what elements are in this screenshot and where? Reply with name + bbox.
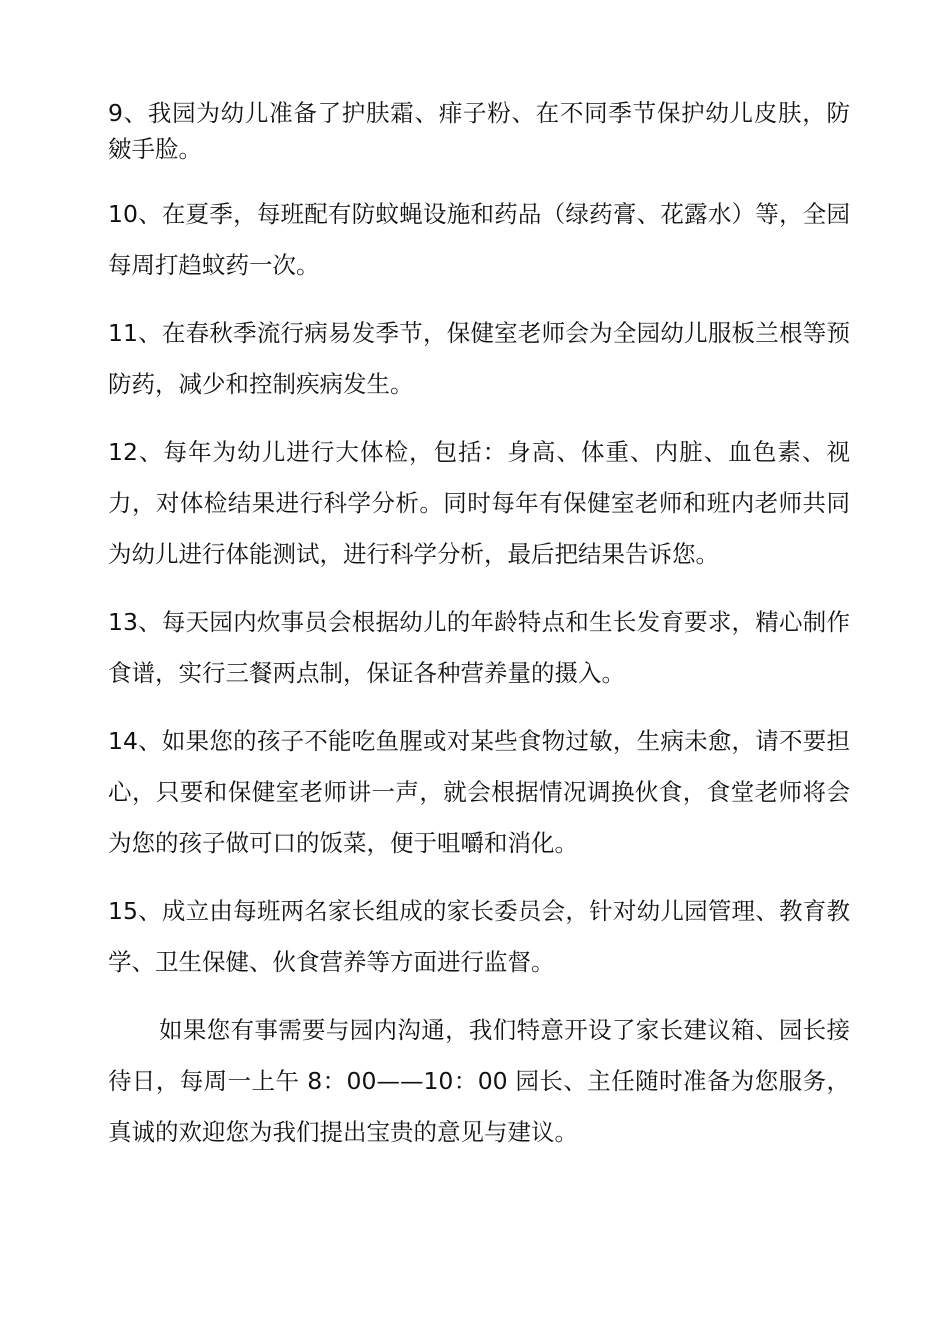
- paragraph-item-13: 13、每天园内炊事员会根据幼儿的年龄特点和生长发育要求，精心制作食谱，实行三餐两点制，保证各种营养量的摄入。: [108, 608, 850, 687]
- document-body: [108, 95, 850, 1175]
- paragraph-item-11: 11、在春秋季流行病易发季节，保健室老师会为全园幼儿服板兰根等预防药，减少和控制疾病发生。: [108, 319, 850, 398]
- paragraph-item-12: 12、每年为幼儿进行大体检，包括：身高、体重、内脏、血色素、视力，对体检结果进行科学分析。同时每年有保健室老师和班内老师共同为幼儿进行体能测试，进行科学分析，最后把结果告诉您。: [108, 438, 850, 568]
- paragraph-item-10: 10、在夏季，每班配有防蚊蝇设施和药品（绿药膏、花露水）等，全园每周打趋蚊药一次。: [108, 200, 850, 279]
- paragraph-item-14: 14、如果您的孩子不能吃鱼腥或对某些食物过敏，生病未愈，请不要担心，只要和保健室老师讲一声，就会根据情况调换伙食，食堂老师将会为您的孩子做可口的饭菜，便于咀嚼和消化。: [108, 727, 850, 857]
- paragraph-item-9: 9、我园为幼儿准备了护肤霜、痱子粉、在不同季节保护幼儿皮肤，防皴手脸。: [108, 99, 850, 163]
- closing-paragraph: 如果您有事需要与园内沟通，我们特意开设了家长建议箱、园长接待日，每周一上午 8：00——10：00 园长、主任随时准备为您服务，真诚的欢迎您为我们提出宝贵的意见与建议。: [108, 1016, 850, 1146]
- paragraph-item-15: 15、成立由每班两名家长组成的家长委员会，针对幼儿园管理、教育教学、卫生保健、伙食营养等方面进行监督。: [108, 897, 850, 976]
